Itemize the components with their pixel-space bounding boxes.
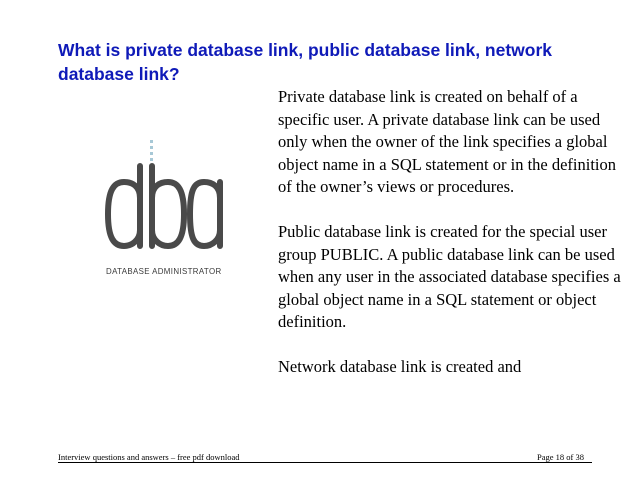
logo-letter-b (152, 166, 184, 246)
logo-dot (150, 158, 153, 161)
page-number: Page 18 of 38 (537, 452, 584, 462)
answer-text (278, 86, 623, 401)
dba-logo-graphic (102, 140, 227, 270)
page-title: What is private database link, public database link, network database link? (58, 40, 553, 84)
footer-divider (58, 462, 592, 463)
logo-dot (150, 140, 153, 143)
logo-dot (150, 146, 153, 149)
logo-dot (150, 152, 153, 155)
paragraph-private-link: Private database link is created on behalf of a specific user. A private database link can be used only when the owner of the link specifies a global object name in a SQL statement or in the definition of the owner’s views or procedures. (278, 87, 617, 196)
logo-caption: DATABASE ADMINISTRATOR (106, 266, 222, 276)
logo-letter-d (108, 166, 140, 246)
logo-letter-a (190, 182, 220, 246)
paragraph-public-link: Public database link is created for the special user group PUBLIC. A public database link can be used when any user in the associated database specifies a global object name in a SQL statement or object definition. (278, 222, 621, 331)
paragraph-network-link: Network database link is created and (278, 357, 522, 376)
footer-text: Interview questions and answers – free pdf download (58, 452, 240, 462)
